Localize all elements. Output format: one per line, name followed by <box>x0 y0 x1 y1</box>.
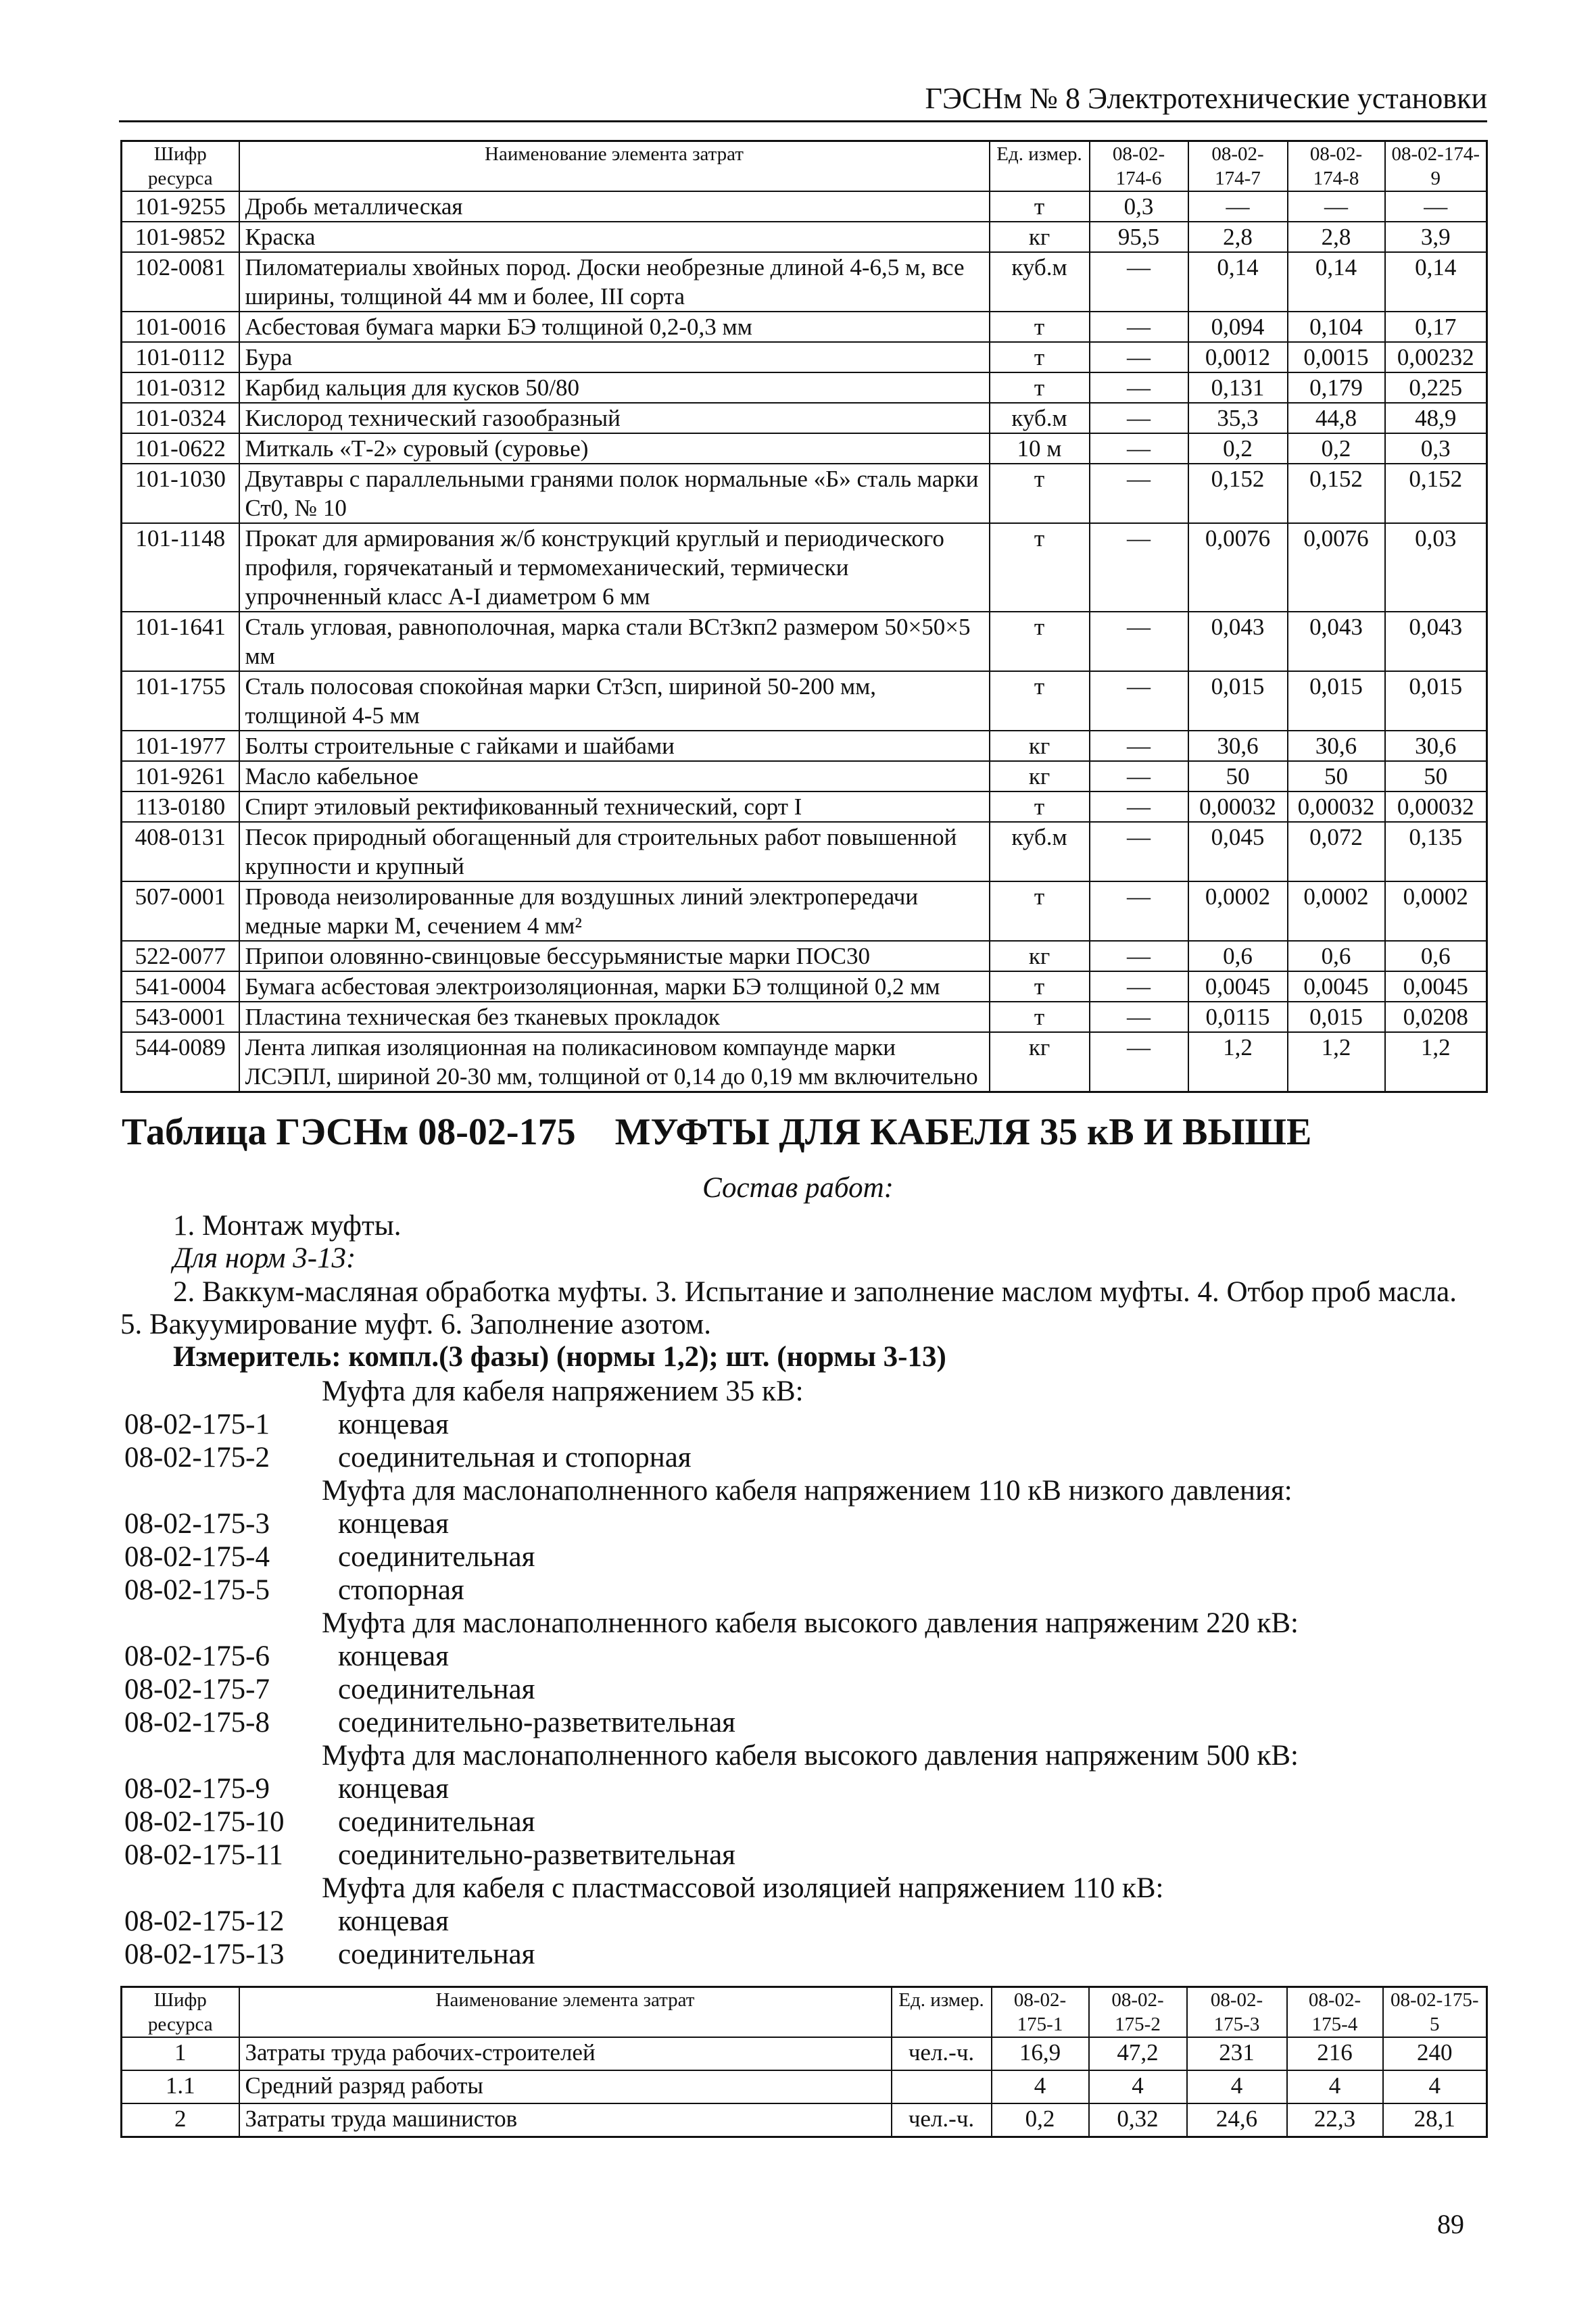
unit-cell: т <box>990 1002 1090 1032</box>
value-cell: 0,072 <box>1288 822 1385 881</box>
col-header-norm: 08-02-175-5 <box>1383 1987 1487 2038</box>
value-cell: — <box>1090 822 1188 881</box>
col-header-norm: 08-02-175-1 <box>992 1987 1089 2038</box>
resource-code: 522-0077 <box>122 941 239 971</box>
group-title: Муфта для маслонаполненного кабеля высокого давления напряженим 220 кВ: <box>322 1607 1299 1639</box>
table-row <box>122 372 1487 403</box>
unit-cell: т <box>990 791 1090 822</box>
value-cell: — <box>1090 252 1188 312</box>
table-row <box>122 312 1487 342</box>
resource-name: Миткаль «Т-2» суровый (суровье) <box>239 433 990 464</box>
value-cell: 22,3 <box>1287 2103 1383 2137</box>
norm-code: 08-02-175-4 <box>124 1541 270 1573</box>
table-row <box>122 252 1487 312</box>
value-cell: 0,152 <box>1188 464 1288 523</box>
table-row <box>122 881 1487 941</box>
value-cell: 35,3 <box>1188 403 1288 433</box>
resource-code: 1.1 <box>122 2070 239 2103</box>
col-header-norm: 08-02-174-6 <box>1090 141 1188 192</box>
value-cell: — <box>1385 191 1487 222</box>
resource-code: 541-0004 <box>122 971 239 1002</box>
norm-code: 08-02-175-9 <box>124 1773 270 1805</box>
value-cell: — <box>1188 191 1288 222</box>
resource-table-175 <box>120 1986 1488 2138</box>
value-cell: 0,043 <box>1288 612 1385 671</box>
value-cell: 0,0002 <box>1288 881 1385 941</box>
table-row <box>122 2103 1487 2137</box>
norm-name: соединительная <box>338 1541 535 1573</box>
table-row <box>122 523 1487 612</box>
col-header-norm: 08-02-174-7 <box>1188 141 1288 192</box>
col-header-unit: Ед. измер. <box>892 1987 992 2038</box>
resource-name: Затраты труда рабочих-строителей <box>239 2037 892 2070</box>
value-cell: — <box>1090 971 1188 1002</box>
unit-cell: куб.м <box>990 403 1090 433</box>
table-row <box>122 342 1487 372</box>
value-cell: 1,2 <box>1288 1032 1385 1092</box>
norm-name: концевая <box>338 1905 449 1937</box>
value-cell: 0,094 <box>1188 312 1288 342</box>
unit-cell: чел.-ч. <box>892 2037 992 2070</box>
norm-code: 08-02-175-12 <box>124 1905 285 1937</box>
value-cell: 4 <box>1383 2070 1487 2103</box>
col-header-code: Шифр ресурса <box>122 141 239 192</box>
value-cell: 0,0076 <box>1188 523 1288 612</box>
work-item-1: 1. Монтаж муфты. <box>173 1210 402 1242</box>
resource-name: Болты строительные с гайками и шайбами <box>239 731 990 761</box>
unit-cell: куб.м <box>990 822 1090 881</box>
value-cell: 4 <box>1187 2070 1287 2103</box>
resource-name: Прокат для армирования ж/б конструкций круглый и периодического профиля, горячекатаный и термомеханический, термически упрочненный класс А-I диаметром 6 мм <box>239 523 990 612</box>
value-cell: 0,3 <box>1090 191 1188 222</box>
norm-code: 08-02-175-8 <box>124 1707 270 1738</box>
value-cell: 0,0002 <box>1385 881 1487 941</box>
works-title: Состав работ: <box>702 1172 894 1204</box>
resource-code: 101-1030 <box>122 464 239 523</box>
value-cell: 0,104 <box>1288 312 1385 342</box>
col-header-code: Шифр ресурса <box>122 1987 239 2038</box>
resource-name: Двутавры с параллельными гранями полок нормальные «Б» сталь марки Ст0, № 10 <box>239 464 990 523</box>
value-cell: 4 <box>992 2070 1089 2103</box>
resource-name: Средний разряд работы <box>239 2070 892 2103</box>
value-cell: — <box>1090 312 1188 342</box>
value-cell: 0,14 <box>1288 252 1385 312</box>
value-cell: 0,2 <box>992 2103 1089 2137</box>
resource-code: 113-0180 <box>122 791 239 822</box>
unit-cell: кг <box>990 1032 1090 1092</box>
resource-code: 101-1641 <box>122 612 239 671</box>
resource-code: 101-0324 <box>122 403 239 433</box>
value-cell: 1,2 <box>1385 1032 1487 1092</box>
value-cell: 0,015 <box>1385 671 1487 731</box>
value-cell: 48,9 <box>1385 403 1487 433</box>
resource-code: 507-0001 <box>122 881 239 941</box>
resource-name: Дробь металлическая <box>239 191 990 222</box>
unit-cell: т <box>990 464 1090 523</box>
value-cell: — <box>1090 881 1188 941</box>
value-cell: — <box>1090 941 1188 971</box>
value-cell: — <box>1090 1002 1188 1032</box>
value-cell: 3,9 <box>1385 222 1487 252</box>
value-cell: 50 <box>1188 761 1288 791</box>
table-header-row <box>122 141 1487 192</box>
value-cell: — <box>1090 464 1188 523</box>
table-row <box>122 433 1487 464</box>
table-row <box>122 403 1487 433</box>
unit-cell: т <box>990 612 1090 671</box>
value-cell: 0,00032 <box>1288 791 1385 822</box>
resource-name: Пластина техническая без тканевых прокладок <box>239 1002 990 1032</box>
value-cell: — <box>1090 1032 1188 1092</box>
resource-code: 101-9852 <box>122 222 239 252</box>
table-row <box>122 464 1487 523</box>
value-cell: 0,015 <box>1288 1002 1385 1032</box>
work-item-2: 2. Ваккум-масляная обработка муфты. 3. Испытание и заполнение маслом муфты. 4. Отбор проб масла. <box>173 1276 1457 1308</box>
norm-name: соединительная <box>338 1806 535 1838</box>
norm-code: 08-02-175-13 <box>124 1939 285 1970</box>
value-cell: 50 <box>1288 761 1385 791</box>
table-row <box>122 941 1487 971</box>
group-title: Муфта для маслонаполненного кабеля высокого давления напряженим 500 кВ: <box>322 1740 1299 1772</box>
norm-name: концевая <box>338 1409 449 1440</box>
table-row <box>122 822 1487 881</box>
unit-cell: чел.-ч. <box>892 2103 992 2137</box>
resource-code: 101-9261 <box>122 761 239 791</box>
value-cell: 4 <box>1089 2070 1187 2103</box>
value-cell: 0,00232 <box>1385 342 1487 372</box>
value-cell: 0,015 <box>1188 671 1288 731</box>
resource-name: Сталь угловая, равнополочная, марка стали ВСт3кп2 размером 50×50×5 мм <box>239 612 990 671</box>
value-cell: 0,043 <box>1188 612 1288 671</box>
resource-code: 101-1148 <box>122 523 239 612</box>
value-cell: 95,5 <box>1090 222 1188 252</box>
resource-code: 101-1977 <box>122 731 239 761</box>
norm-name: стопорная <box>338 1574 464 1606</box>
value-cell: 0,0208 <box>1385 1002 1487 1032</box>
value-cell: 2,8 <box>1188 222 1288 252</box>
resource-code: 408-0131 <box>122 822 239 881</box>
value-cell: — <box>1090 523 1188 612</box>
resource-code: 102-0081 <box>122 252 239 312</box>
value-cell: 0,0045 <box>1385 971 1487 1002</box>
page-number: 89 <box>1437 2209 1464 2239</box>
value-cell: 0,0002 <box>1188 881 1288 941</box>
norm-code: 08-02-175-7 <box>124 1674 270 1705</box>
value-cell: 0,015 <box>1288 671 1385 731</box>
value-cell: 0,14 <box>1188 252 1288 312</box>
value-cell: — <box>1090 671 1188 731</box>
norm-name: соединительная и стопорная <box>338 1442 692 1473</box>
value-cell: — <box>1090 342 1188 372</box>
col-header-name: Наименование элемента затрат <box>239 1987 892 2038</box>
running-header: ГЭСНм № 8 Электротехнические установки <box>119 80 1487 122</box>
value-cell: — <box>1090 403 1188 433</box>
value-cell: — <box>1090 761 1188 791</box>
value-cell: 0,2 <box>1188 433 1288 464</box>
col-header-norm: 08-02-174-9 <box>1385 141 1487 192</box>
unit-cell: т <box>990 342 1090 372</box>
unit-cell: т <box>990 191 1090 222</box>
norm-code: 08-02-175-3 <box>124 1508 270 1540</box>
col-header-norm: 08-02-174-8 <box>1288 141 1385 192</box>
resource-code: 544-0089 <box>122 1032 239 1092</box>
value-cell: 0,0045 <box>1288 971 1385 1002</box>
resource-name: Масло кабельное <box>239 761 990 791</box>
resource-code: 101-0622 <box>122 433 239 464</box>
resource-code: 101-0112 <box>122 342 239 372</box>
unit-cell: кг <box>990 941 1090 971</box>
group-title: Муфта для кабеля с пластмассовой изоляцией напряжением 110 кВ: <box>322 1872 1164 1904</box>
value-cell: 0,00032 <box>1385 791 1487 822</box>
resource-code: 2 <box>122 2103 239 2137</box>
value-cell: 0,32 <box>1089 2103 1187 2137</box>
unit-cell: т <box>990 523 1090 612</box>
col-header-norm: 08-02-175-3 <box>1187 1987 1287 2038</box>
value-cell: 231 <box>1187 2037 1287 2070</box>
value-cell: 47,2 <box>1089 2037 1187 2070</box>
table-row <box>122 222 1487 252</box>
norm-code: 08-02-175-10 <box>124 1806 285 1838</box>
value-cell: 2,8 <box>1288 222 1385 252</box>
value-cell: — <box>1090 433 1188 464</box>
value-cell: 0,0076 <box>1288 523 1385 612</box>
value-cell: 0,0015 <box>1288 342 1385 372</box>
unit-cell: куб.м <box>990 252 1090 312</box>
table-header-row <box>122 1987 1487 2038</box>
resource-name: Спирт этиловый ректификованный технический, сорт I <box>239 791 990 822</box>
value-cell: 30,6 <box>1288 731 1385 761</box>
value-cell: 30,6 <box>1385 731 1487 761</box>
value-cell: 0,045 <box>1188 822 1288 881</box>
value-cell: 0,03 <box>1385 523 1487 612</box>
table-title <box>122 1108 1311 1156</box>
value-cell: — <box>1090 731 1188 761</box>
resource-code: 543-0001 <box>122 1002 239 1032</box>
value-cell: 0,225 <box>1385 372 1487 403</box>
value-cell: 240 <box>1383 2037 1487 2070</box>
value-cell: — <box>1288 191 1385 222</box>
table-row <box>122 731 1487 761</box>
value-cell: 0,00032 <box>1188 791 1288 822</box>
norm-name: концевая <box>338 1508 449 1540</box>
table-row <box>122 761 1487 791</box>
value-cell: 0,152 <box>1385 464 1487 523</box>
table-label: Таблица ГЭСНм 08-02-175 <box>122 1111 576 1153</box>
value-cell: — <box>1090 791 1188 822</box>
table-row <box>122 791 1487 822</box>
value-cell: 0,14 <box>1385 252 1487 312</box>
resource-code: 101-0312 <box>122 372 239 403</box>
work-item-5: 5. Вакуумирование муфт. 6. Заполнение азотом. <box>120 1309 711 1340</box>
value-cell: 28,1 <box>1383 2103 1487 2137</box>
resource-name: Бумага асбестовая электроизоляционная, марки БЭ толщиной 0,2 мм <box>239 971 990 1002</box>
resource-name: Краска <box>239 222 990 252</box>
table-name: МУФТЫ ДЛЯ КАБЕЛЯ 35 кВ И ВЫШЕ <box>614 1111 1312 1153</box>
unit-cell: 10 м <box>990 433 1090 464</box>
norm-name: соединительная <box>338 1674 535 1705</box>
resource-code: 1 <box>122 2037 239 2070</box>
resource-name: Песок природный обогащенный для строительных работ повышенной крупности и крупный <box>239 822 990 881</box>
resource-code: 101-9255 <box>122 191 239 222</box>
table-row <box>122 971 1487 1002</box>
resource-name: Провода неизолированные для воздушных линий электропередачи медные марки М, сечением 4 мм² <box>239 881 990 941</box>
value-cell: 0,17 <box>1385 312 1487 342</box>
norm-name: соединительно-разветвительная <box>338 1839 735 1871</box>
value-cell: 0,6 <box>1385 941 1487 971</box>
value-cell: 0,6 <box>1188 941 1288 971</box>
value-cell: 30,6 <box>1188 731 1288 761</box>
norm-code: 08-02-175-2 <box>124 1442 270 1473</box>
value-cell: — <box>1090 612 1188 671</box>
resource-name: Лента липкая изоляционная на поликасиновом компаунде марки ЛСЭПЛ, шириной 20-30 мм, толщиной от 0,14 до 0,19 мм включительно <box>239 1032 990 1092</box>
col-header-norm: 08-02-175-4 <box>1287 1987 1383 2038</box>
value-cell: 0,3 <box>1385 433 1487 464</box>
table-row <box>122 2070 1487 2103</box>
resource-name: Затраты труда машинистов <box>239 2103 892 2137</box>
col-header-unit: Ед. измер. <box>990 141 1090 192</box>
table-row <box>122 2037 1487 2070</box>
norm-code: 08-02-175-1 <box>124 1409 270 1440</box>
resource-code: 101-0016 <box>122 312 239 342</box>
value-cell: 44,8 <box>1288 403 1385 433</box>
col-header-norm: 08-02-175-2 <box>1089 1987 1187 2038</box>
norm-code: 08-02-175-5 <box>124 1574 270 1606</box>
value-cell: 216 <box>1287 2037 1383 2070</box>
value-cell: 0,0045 <box>1188 971 1288 1002</box>
value-cell: 0,179 <box>1288 372 1385 403</box>
unit-cell <box>892 2070 992 2103</box>
norm-name: соединительная <box>338 1939 535 1970</box>
resource-name: Сталь полосовая спокойная марки Ст3сп, шириной 50-200 мм, толщиной 4-5 мм <box>239 671 990 731</box>
value-cell: 0,0115 <box>1188 1002 1288 1032</box>
value-cell: 0,0012 <box>1188 342 1288 372</box>
col-header-name: Наименование элемента затрат <box>239 141 990 192</box>
norm-code: 08-02-175-6 <box>124 1640 270 1672</box>
group-title: Муфта для маслонаполненного кабеля напряжением 110 кВ низкого давления: <box>322 1475 1292 1507</box>
norms-note: Для норм 3-13: <box>173 1242 356 1274</box>
value-cell: 0,2 <box>1288 433 1385 464</box>
value-cell: 0,043 <box>1385 612 1487 671</box>
table-row <box>122 612 1487 671</box>
value-cell: 16,9 <box>992 2037 1089 2070</box>
value-cell: 0,135 <box>1385 822 1487 881</box>
table-row <box>122 671 1487 731</box>
table-row <box>122 191 1487 222</box>
value-cell: 1,2 <box>1188 1032 1288 1092</box>
resource-name: Пиломатериалы хвойных пород. Доски необрезные длиной 4-6,5 м, все ширины, толщиной 44 мм и более, III сорта <box>239 252 990 312</box>
unit-cell: т <box>990 671 1090 731</box>
value-cell: 24,6 <box>1187 2103 1287 2137</box>
unit-cell: т <box>990 312 1090 342</box>
value-cell: 4 <box>1287 2070 1383 2103</box>
resource-name: Бура <box>239 342 990 372</box>
resource-name: Кислород технический газообразный <box>239 403 990 433</box>
norm-name: соединительно-разветвительная <box>338 1707 735 1738</box>
value-cell: 0,131 <box>1188 372 1288 403</box>
norm-name: концевая <box>338 1773 449 1805</box>
norm-name: концевая <box>338 1640 449 1672</box>
unit-cell: кг <box>990 761 1090 791</box>
norm-code: 08-02-175-11 <box>124 1839 283 1871</box>
value-cell: 0,6 <box>1288 941 1385 971</box>
unit-cell: т <box>990 372 1090 403</box>
value-cell: 50 <box>1385 761 1487 791</box>
resource-table-174 <box>120 140 1488 1093</box>
unit-cell: кг <box>990 222 1090 252</box>
unit-cell: т <box>990 881 1090 941</box>
unit-cell: кг <box>990 731 1090 761</box>
resource-name: Припои оловянно-свинцовые бессурьмянистые марки ПОС30 <box>239 941 990 971</box>
table-row <box>122 1002 1487 1032</box>
resource-name: Карбид кальция для кусков 50/80 <box>239 372 990 403</box>
value-cell: 0,152 <box>1288 464 1385 523</box>
table-row <box>122 1032 1487 1092</box>
resource-code: 101-1755 <box>122 671 239 731</box>
resource-name: Асбестовая бумага марки БЭ толщиной 0,2-0,3 мм <box>239 312 990 342</box>
group-title: Муфта для кабеля напряжением 35 кВ: <box>322 1375 804 1407</box>
meter: Измеритель: компл.(3 фазы) (нормы 1,2); шт. (нормы 3-13) <box>173 1341 946 1373</box>
unit-cell: т <box>990 971 1090 1002</box>
value-cell: — <box>1090 372 1188 403</box>
